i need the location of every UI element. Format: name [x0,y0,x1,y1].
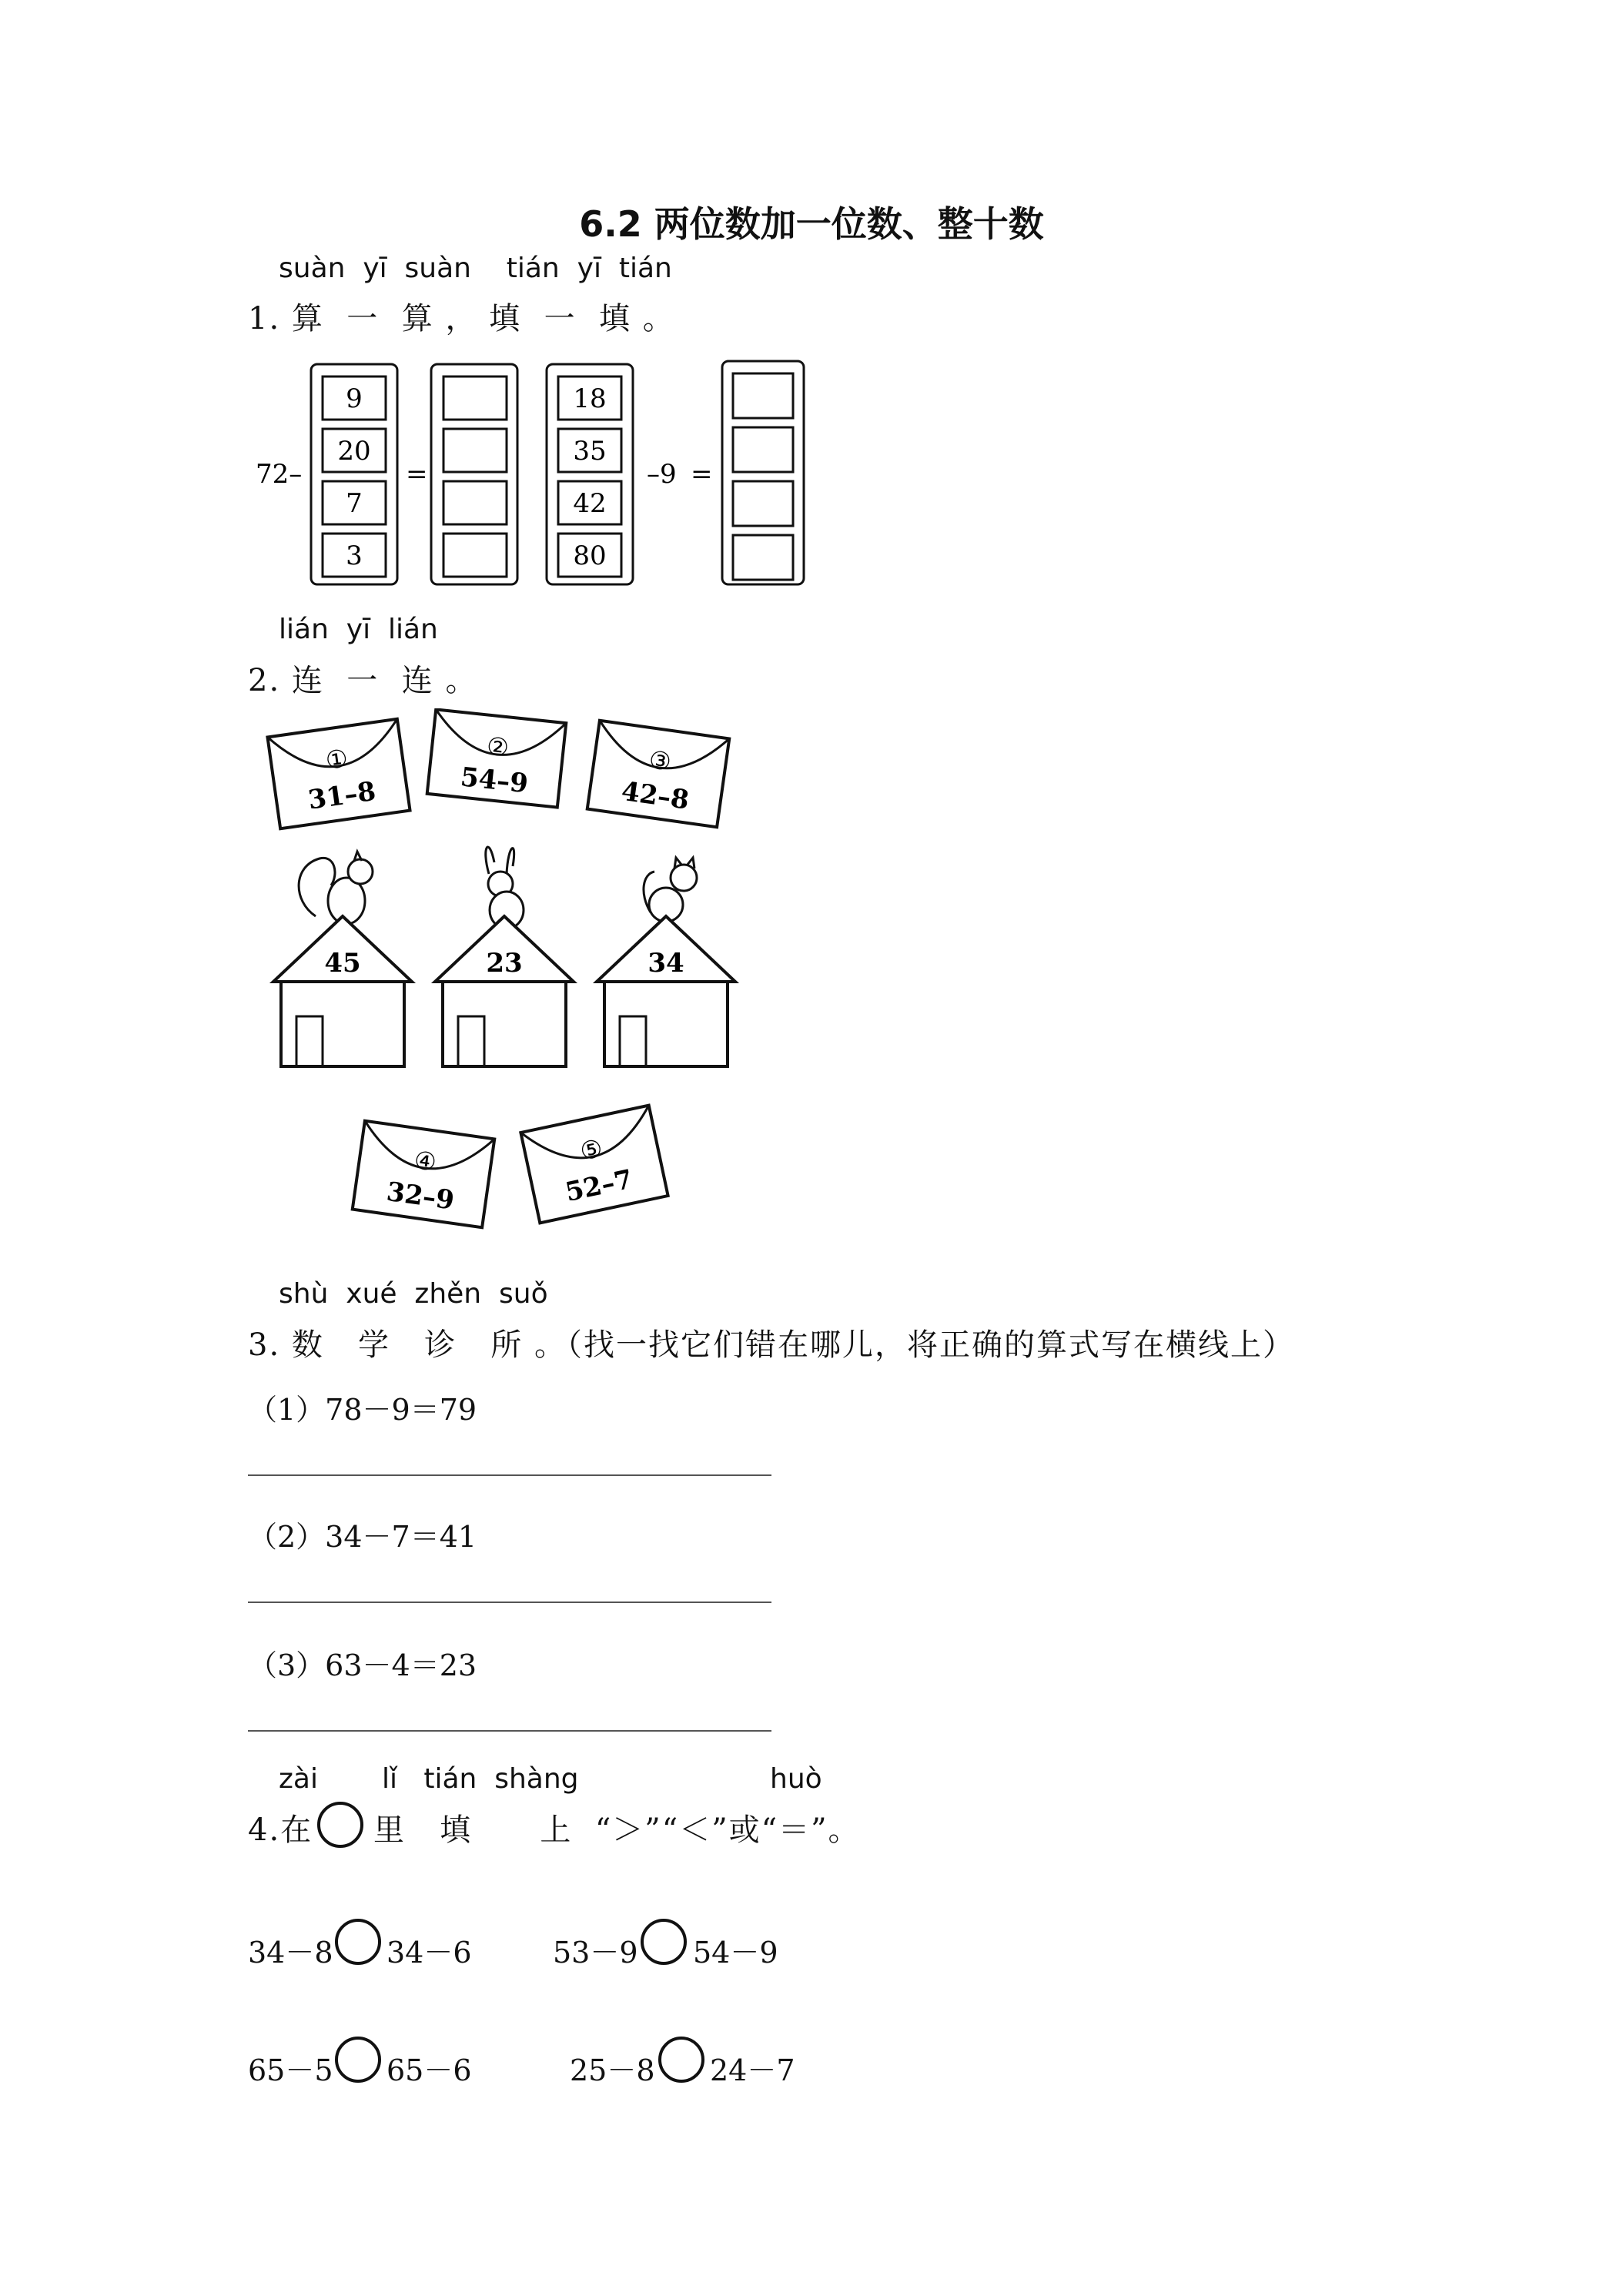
q4-row1-right-expr: 53－9 [553,1936,638,1970]
envelope-4[interactable] [353,1121,494,1228]
q4-compare-circle[interactable] [335,1919,381,1965]
q4-pinyin-huo: huò [770,1763,822,1795]
q1-left-value: 7 [346,488,363,519]
squirrel-icon [299,852,373,924]
q4-prefix: 4.在 [248,1812,313,1848]
house-value: 23 [486,948,523,979]
envelope-expression: 32–9 [384,1176,457,1217]
q1-left-value: 20 [337,436,371,467]
envelope-3[interactable] [587,721,729,828]
q4-suffix: 里 填 上 “＞”“＜”或“＝”。 [373,1812,861,1848]
q4-row2-left-expr: 65－5 [248,2053,333,2087]
envelope-number: ③ [647,745,674,777]
q1-minuend: 72– [256,459,303,490]
q1-equals-2: = [691,459,713,490]
q1-answer-box[interactable] [733,535,793,580]
q4-compare-circle[interactable] [658,2037,704,2083]
q2-prompt: 2. 连 一 连 。 [248,663,478,698]
q2-pinyin: lián yī lián [279,614,438,645]
q1-minus-nine: –9 [647,459,677,490]
envelope-5[interactable] [520,1106,668,1223]
q1-answer-box[interactable] [443,377,507,420]
q4-pinyin-zai: zài [279,1763,318,1795]
circle-icon [317,1802,363,1848]
envelope-expression: 42–8 [619,775,691,816]
q4-pinyin-li-tian-shang: lǐ tián shàng [382,1763,579,1795]
envelope-expression: 52–7 [562,1163,636,1209]
envelope-number: ④ [412,1145,439,1177]
q2-figure [262,708,785,1255]
q1-left-values [323,377,386,577]
q1-answer-box[interactable] [443,429,507,472]
q3-item-1: （1）78－9＝79 [248,1393,477,1427]
q1-answer-box[interactable] [443,534,507,577]
q1-right-value: 35 [573,436,607,467]
house-value: 34 [648,948,684,979]
q1-right-values [558,377,621,577]
envelope-expression: 54–9 [459,761,530,800]
q3-answer-line-1[interactable] [248,1474,771,1476]
q4-row1-right-expr-b: 54－9 [693,1936,778,1970]
q4-row1-left-expr-b: 34－6 [387,1936,472,1970]
q1-left-value: 3 [346,541,363,571]
q1-prompt: 1. 算 一 算 ， 填 一 填 。 [248,301,675,336]
envelope-number: ② [485,731,510,763]
q3-answer-line-3[interactable] [248,1730,771,1732]
q3-item-3: （3）63－4＝23 [248,1648,477,1682]
q1-answer-box[interactable] [443,481,507,524]
q1-answer-box[interactable] [733,481,793,526]
house-2[interactable] [435,847,574,1066]
q1-answer-box[interactable] [733,373,793,418]
envelope-expression: 31–8 [306,775,378,816]
q4-compare-circle[interactable] [335,2037,381,2083]
cat-icon [644,858,697,922]
q1-right-value: 42 [573,488,607,519]
envelope-2[interactable] [427,709,567,807]
envelope-1[interactable] [267,719,410,828]
q1-right-value: 80 [573,541,607,571]
envelope-number: ⑤ [577,1133,606,1166]
q3-pinyin: shù xué zhěn suǒ [279,1278,548,1310]
q3-item-2: （2）34－7＝41 [248,1520,477,1554]
q1-answer-box[interactable] [733,427,793,472]
q4-row2-left-expr-b: 65－6 [387,2053,472,2087]
q1-right-value: 18 [573,383,607,414]
q4-compare-circle[interactable] [641,1919,687,1965]
q3-answer-line-2[interactable] [248,1602,771,1603]
q4-row2-right-expr-b: 24－7 [710,2053,795,2087]
page-title: 6.2 两位数加一位数、整十数 [579,203,1044,245]
envelope-number: ① [323,743,350,775]
house-1[interactable] [273,852,412,1066]
q1-pinyin: suàn yī suàn tián yī tián [279,253,672,284]
house-value: 45 [324,948,361,979]
q4-row1-left-expr: 34－8 [248,1936,333,1970]
q4-row2-right-expr: 25－8 [570,2053,655,2087]
q3-prompt: 3. 数 学 诊 所 。（找一找它们错在哪儿，将正确的算式写在横线上） [248,1327,1296,1363]
q1-equals: = [406,459,428,490]
house-3[interactable] [597,858,735,1066]
q1-left-value: 9 [346,383,363,414]
q1-figure [246,358,816,589]
